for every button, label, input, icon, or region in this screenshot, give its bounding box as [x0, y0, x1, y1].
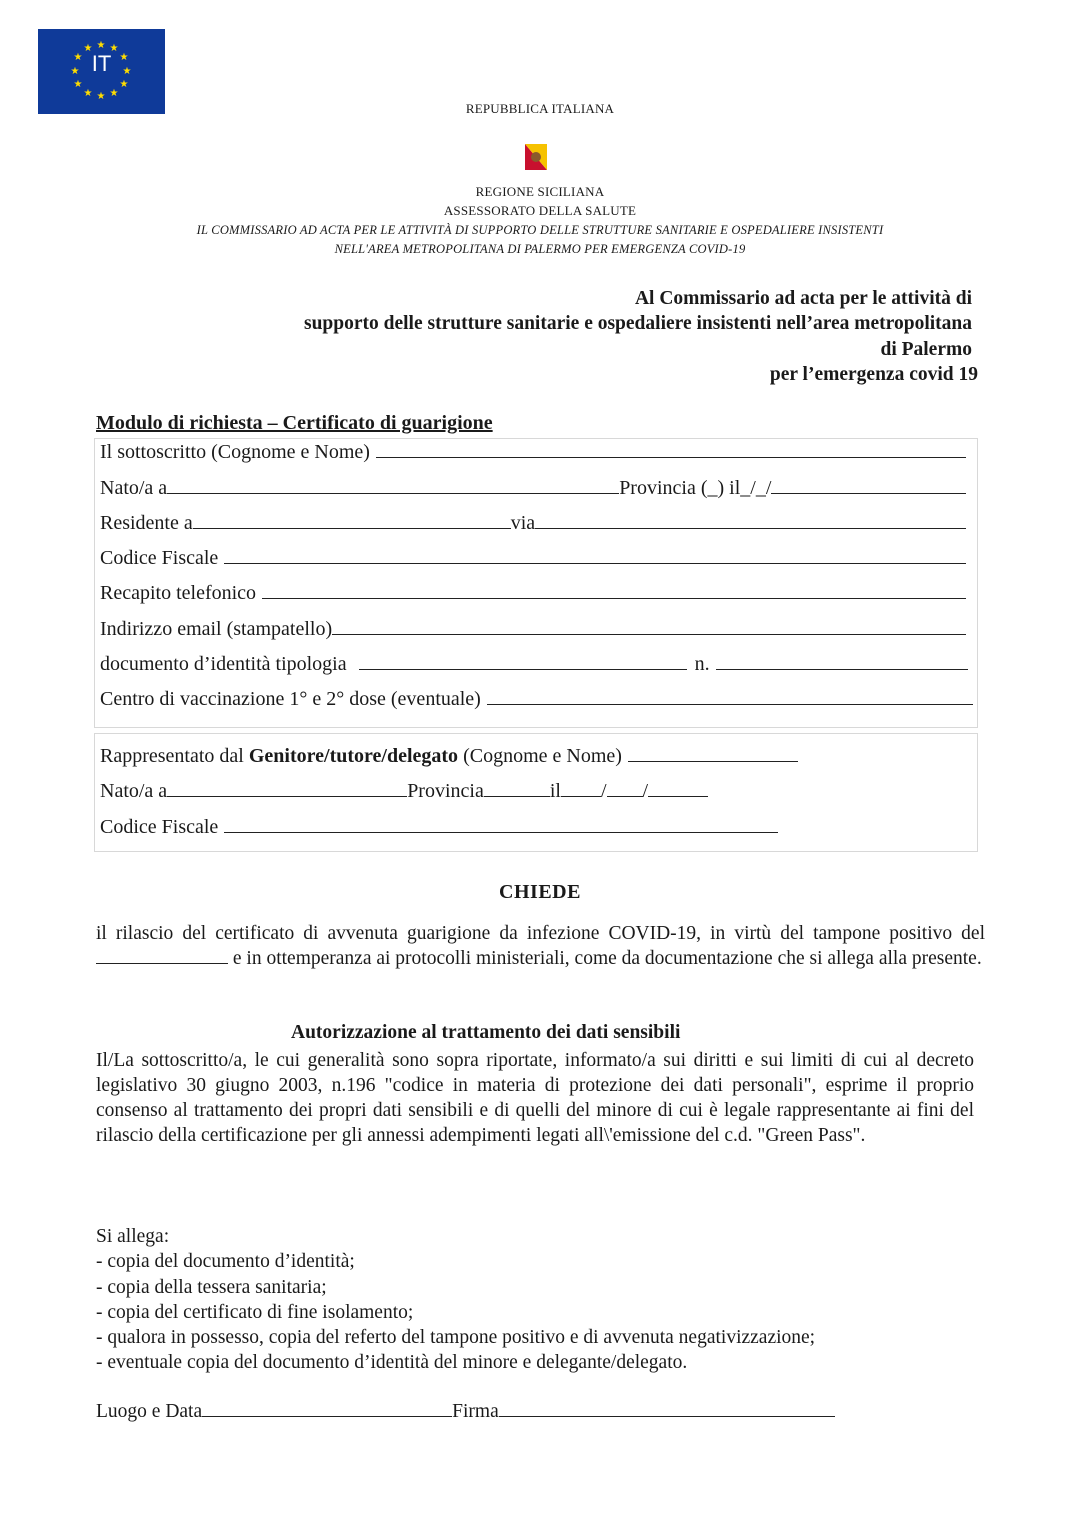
taxcode-row	[100, 547, 966, 570]
province-label: Provincia (_) il_/_/	[619, 477, 772, 499]
birthplace-field[interactable]	[167, 479, 619, 494]
vacc-field[interactable]	[487, 690, 973, 705]
addressee-line-4: per l’emergenza covid 19	[769, 364, 978, 385]
signature-row	[96, 1401, 835, 1423]
guardian-slash-1: /	[600, 780, 607, 802]
republic-label: REPUBBLICA ITALIANA	[465, 101, 615, 116]
svg-text:★: ★	[109, 88, 119, 99]
name-label: Il sottoscritto (Cognome e Nome)	[100, 441, 370, 463]
svg-text:★: ★	[73, 79, 83, 90]
guardian-birth-row	[100, 780, 708, 803]
id-doc-row	[100, 653, 968, 676]
commissioner-line-1: IL COMMISSARIO AD ACTA PER LE ATTIVITÀ DI SUPPORTO DELLE STRUTTURE SANITARIE E OSPEDALIERE INSISTENTI	[196, 223, 884, 237]
guardian-taxcode-label: Codice Fiscale	[100, 816, 219, 838]
residence-field[interactable]	[193, 514, 511, 529]
guardian-taxcode-field[interactable]	[224, 818, 778, 833]
guardian-suffix: (Cognome e Nome)	[458, 745, 622, 767]
guardian-born-label: Nato/a a	[100, 780, 168, 802]
request-text	[96, 921, 985, 971]
attachments-list	[96, 1224, 815, 1376]
taxcode-field[interactable]	[224, 549, 966, 564]
email-row	[100, 618, 966, 641]
id-doc-label: documento d’identità tipologia	[100, 653, 347, 675]
name-row	[100, 441, 966, 464]
svg-text:★: ★	[83, 88, 93, 99]
list-item: - qualora in possesso, copia del referto del tampone positivo e di avvenuta negativizzazione;	[96, 1327, 816, 1349]
via-field[interactable]	[535, 514, 966, 529]
svg-text:★: ★	[96, 40, 106, 51]
request-text-b: e in ottemperanza ai protocolli ministeriali, come da documentazione che si allega alla presente.	[232, 948, 982, 969]
sicily-emblem-icon	[525, 144, 547, 170]
id-doc-type-field[interactable]	[359, 655, 687, 670]
svg-text:★: ★	[83, 43, 93, 54]
residence-row	[100, 512, 966, 535]
guardian-province-field[interactable]	[484, 782, 550, 797]
phone-field[interactable]	[262, 584, 966, 599]
request-heading: CHIEDE	[499, 881, 581, 903]
svg-text:★: ★	[96, 91, 106, 102]
vacc-row	[100, 688, 973, 711]
svg-text:★: ★	[119, 79, 129, 90]
born-label: Nato/a a	[100, 477, 168, 499]
guardian-birthplace-field[interactable]	[167, 782, 407, 797]
svg-text:★: ★	[122, 66, 132, 77]
guardian-row	[100, 745, 798, 768]
guardian-name-field[interactable]	[628, 747, 798, 762]
list-item: - copia del certificato di fine isolamento;	[96, 1301, 414, 1323]
place-date-label: Luogo e Data	[96, 1401, 203, 1422]
request-text-a: il rilascio del certificato di avvenuta guarigione da infezione COVID-19, in virtù del tampone positivo del	[96, 923, 985, 944]
email-label: Indirizzo email (stampatello)	[100, 618, 333, 640]
svg-text:★: ★	[70, 66, 80, 77]
addressee-line-2: supporto delle strutture sanitarie e ospedaliere insistenti nell’area metropolitana	[303, 313, 972, 334]
sign-label: Firma	[452, 1401, 499, 1422]
id-num-label: n.	[694, 653, 710, 675]
list-item: - copia del documento d’identità;	[96, 1251, 355, 1273]
guardian-day-field[interactable]	[561, 782, 601, 797]
via-label: via	[510, 512, 536, 534]
guardian-province-label: Provincia	[407, 780, 484, 802]
svg-text:★: ★	[73, 52, 83, 63]
guardian-month-field[interactable]	[607, 782, 643, 797]
svg-text:★: ★	[119, 52, 129, 63]
phone-label: Recapito telefonico	[100, 582, 257, 604]
privacy-text: Il/La sottoscritto/a, le cui generalità sono sopra riportate, informato/a sui diritti e sui limiti di cui al decreto legislativo 30 giugno 2003, n.196 "codice in materia di protezione dei dati personali", esprime il proprio consenso al trattamento dei propri dati sensibili e di quelli del minore di cui è legale rappresentante ai fini del rilascio della certificazione per gli annessi adempimenti legati all\'emissione del c.d. "Green Pass".	[96, 1050, 974, 1146]
addressee-line-1: Al Commissario ad acta per le attività di	[634, 288, 972, 309]
place-date-field[interactable]	[202, 1402, 452, 1417]
swab-date-field[interactable]	[96, 951, 228, 964]
guardian-il-label: il	[549, 780, 561, 802]
phone-row	[100, 582, 966, 605]
privacy-heading: Autorizzazione al trattamento dei dati sensibili	[291, 1022, 681, 1043]
email-field[interactable]	[332, 620, 966, 635]
guardian-role: Genitore/tutore/delegato	[248, 745, 459, 767]
vacc-label: Centro di vaccinazione 1° e 2° dose (eventuale)	[100, 688, 481, 710]
birthdate-field[interactable]	[771, 479, 966, 494]
attachments-heading: Si allega:	[96, 1226, 170, 1247]
department-label: ASSESSORATO DELLA SALUTE	[443, 203, 637, 218]
svg-text:★: ★	[109, 43, 119, 54]
guardian-taxcode-row	[100, 816, 778, 839]
addressee-line-3: di Palermo	[880, 339, 972, 360]
flag-code: IT	[91, 51, 112, 76]
taxcode-label: Codice Fiscale	[100, 547, 219, 569]
guardian-year-field[interactable]	[648, 782, 708, 797]
birth-row	[100, 477, 966, 500]
residence-label: Residente a	[100, 512, 193, 534]
guardian-prefix: Rappresentato dal	[100, 745, 249, 767]
id-num-field[interactable]	[716, 655, 968, 670]
sign-field[interactable]	[499, 1402, 835, 1417]
commissioner-line-2: NELL'AREA METROPOLITANA DI PALERMO PER EMERGENZA COVID-19	[334, 242, 746, 256]
list-item: - eventuale copia del documento d’identità del minore e delegante/delegato.	[96, 1352, 688, 1374]
guardian-slash-2: /	[642, 780, 649, 802]
region-label: REGIONE SICILIANA	[475, 184, 605, 199]
form-title: Modulo di richiesta – Certificato di guarigione	[96, 412, 493, 434]
list-item: - copia della tessera sanitaria;	[96, 1276, 327, 1298]
name-field[interactable]	[376, 443, 966, 458]
